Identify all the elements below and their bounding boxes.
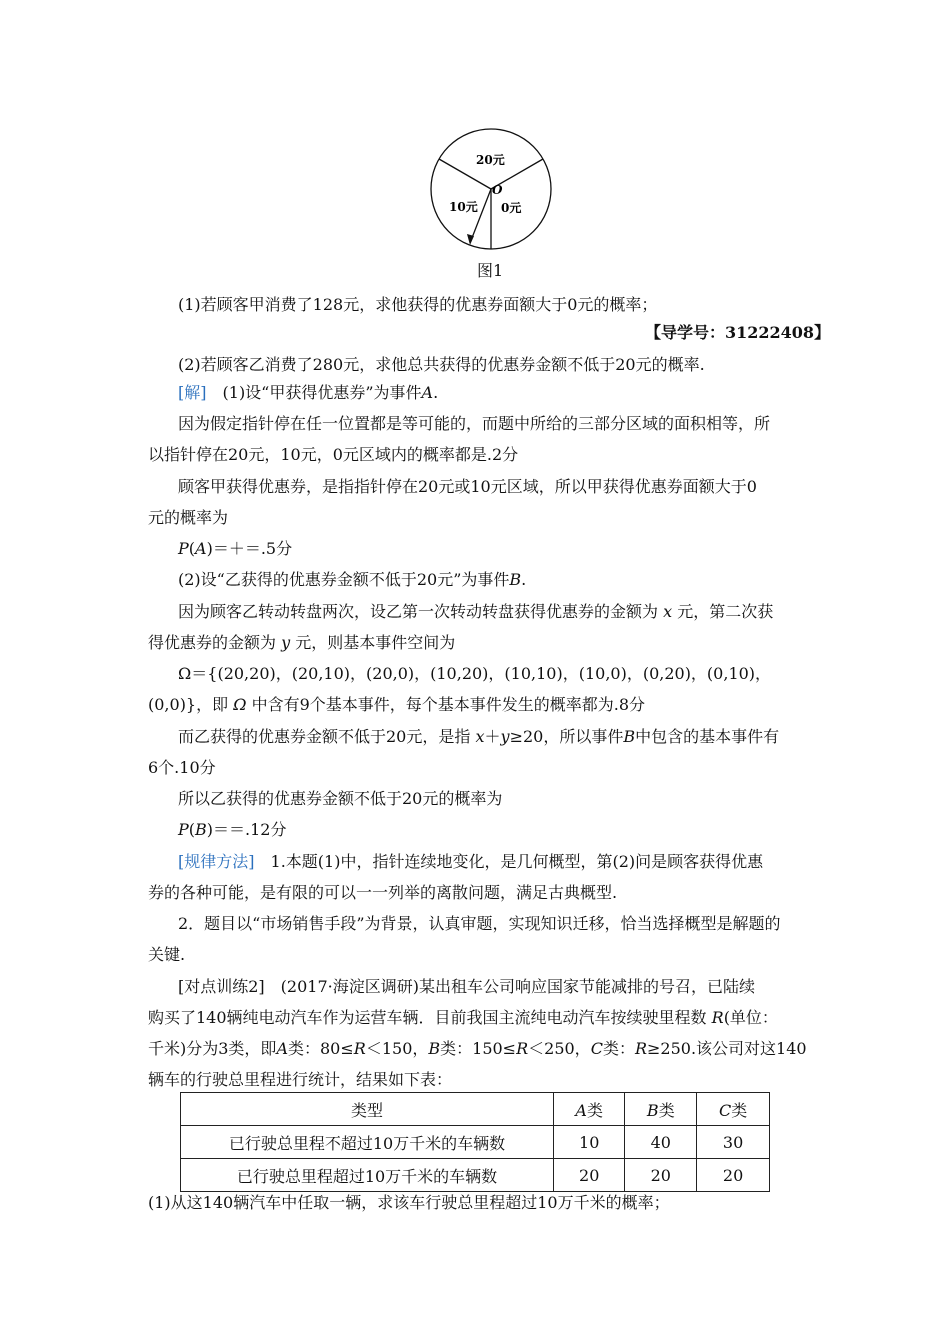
table-cell: 10 — [554, 1126, 625, 1159]
table-row-label: 已行驶总里程不超过10万千米的车辆数 — [181, 1126, 554, 1159]
center-label: O — [492, 183, 503, 197]
table-cell: 30 — [697, 1126, 770, 1159]
train-line-1: [对点训练2] (2017·海淀区调研)某出租车公司响应国家节能减排的号召，已陆续 — [178, 977, 755, 996]
method-line-3: 2．题目以“市场销售手段”为背景，认真审题，实现知识迁移，恰当选择概型是解题的 — [178, 914, 781, 933]
solution-line-2: 因为假定指针停在任一位置都是等可能的，而题中所给的三部分区域的面积相等，所 — [178, 414, 771, 433]
table-cell: 20 — [697, 1159, 770, 1192]
table-header-a: A类 — [554, 1093, 625, 1126]
sector-label-10: 10元 — [449, 200, 478, 214]
table-cell: 20 — [554, 1159, 625, 1192]
train-line-3: 千米)分为3类，即A类：80≤R＜150，B类：150≤R＜250，C类：R≥250.该公司对这140 — [148, 1039, 807, 1058]
solution-line-8: 因为顾客乙转动转盘两次，设乙第一次转动转盘获得优惠券的金额为 x 元，第二次获 — [178, 602, 774, 621]
table-cell: 20 — [625, 1159, 697, 1192]
sector-label-20: 20元 — [476, 153, 505, 167]
method-tag: [规律方法] — [178, 852, 255, 871]
table-row-label: 已行驶总里程超过10万千米的车辆数 — [181, 1159, 554, 1192]
solution-line-9: 得优惠券的金额为 y 元，则基本事件空间为 — [148, 633, 456, 652]
solution-line-14: 所以乙获得的优惠券金额不低于20元的概率为 — [178, 789, 503, 808]
pointer-arrow — [470, 189, 491, 243]
table-header-c: C类 — [697, 1093, 770, 1126]
solution-line-13: 6个.10分 — [148, 758, 216, 777]
guide-number: 【导学号：31222408】 — [645, 323, 831, 342]
spinner-figure — [425, 126, 555, 252]
solution-line-12: 而乙获得的优惠券金额不低于20元，是指 x＋y≥20，所以事件B中包含的基本事件有 — [178, 727, 780, 746]
table-row — [181, 1126, 770, 1159]
figure-caption: 图1 — [477, 261, 504, 280]
solution-line-4: 顾客甲获得优惠券，是指指针停在20元或10元区域，所以甲获得优惠券面额大于0 — [178, 477, 757, 496]
solution-line-7: (2)设“乙获得的优惠券金额不低于20元”为事件B. — [178, 570, 527, 589]
solution-line-1: [解] (1)设“甲获得优惠券”为事件A. — [178, 383, 439, 402]
table-header-row — [181, 1093, 770, 1126]
mileage-table — [180, 1092, 770, 1192]
solution-line-11: (0,0)}，即 Ω 中含有9个基本事件，每个基本事件发生的概率都为.8分 — [148, 695, 646, 714]
table-header-b: B类 — [625, 1093, 697, 1126]
question-1: (1)若顾客甲消费了128元，求他获得的优惠券面额大于0元的概率； — [178, 295, 658, 314]
table-row — [181, 1159, 770, 1192]
final-question: (1)从这140辆汽车中任取一辆，求该车行驶总里程超过10万千米的概率； — [148, 1193, 670, 1212]
method-line-4: 关键. — [148, 945, 186, 964]
method-line-1: [规律方法] 1.本题(1)中，指针连续地变化，是几何概型，第(2)问是顾客获得优惠 — [178, 852, 764, 871]
train-line-4: 辆车的行驶总里程进行统计，结果如下表： — [148, 1070, 453, 1089]
table-header-type: 类型 — [181, 1093, 554, 1126]
solution-tag: [解] — [178, 383, 207, 402]
method-line-2: 券的各种可能，是有限的可以一一列举的离散问题，满足古典概型. — [148, 883, 618, 902]
table-cell: 40 — [625, 1126, 697, 1159]
solution-line-3: 以指针停在20元，10元，0元区域内的概率都是.2分 — [148, 445, 519, 464]
sector-label-0: 0元 — [501, 201, 522, 215]
question-2: (2)若顾客乙消费了280元，求他总共获得的优惠券金额不低于20元的概率. — [178, 355, 705, 374]
solution-line-15: P(B)＝＝.12分 — [178, 820, 287, 839]
solution-line-6: P(A)＝＋＝.5分 — [178, 539, 293, 558]
solution-line-10: Ω＝{(20,20)，(20,10)，(20,0)，(10,20)，(10,10)，(10,0)，(0,20)，(0,10)， — [178, 664, 772, 683]
solution-line-5: 元的概率为 — [148, 508, 229, 527]
train-line-2: 购买了140辆纯电动汽车作为运营车辆．目前我国主流纯电动汽车按续驶里程数 R(单位： — [148, 1008, 778, 1027]
